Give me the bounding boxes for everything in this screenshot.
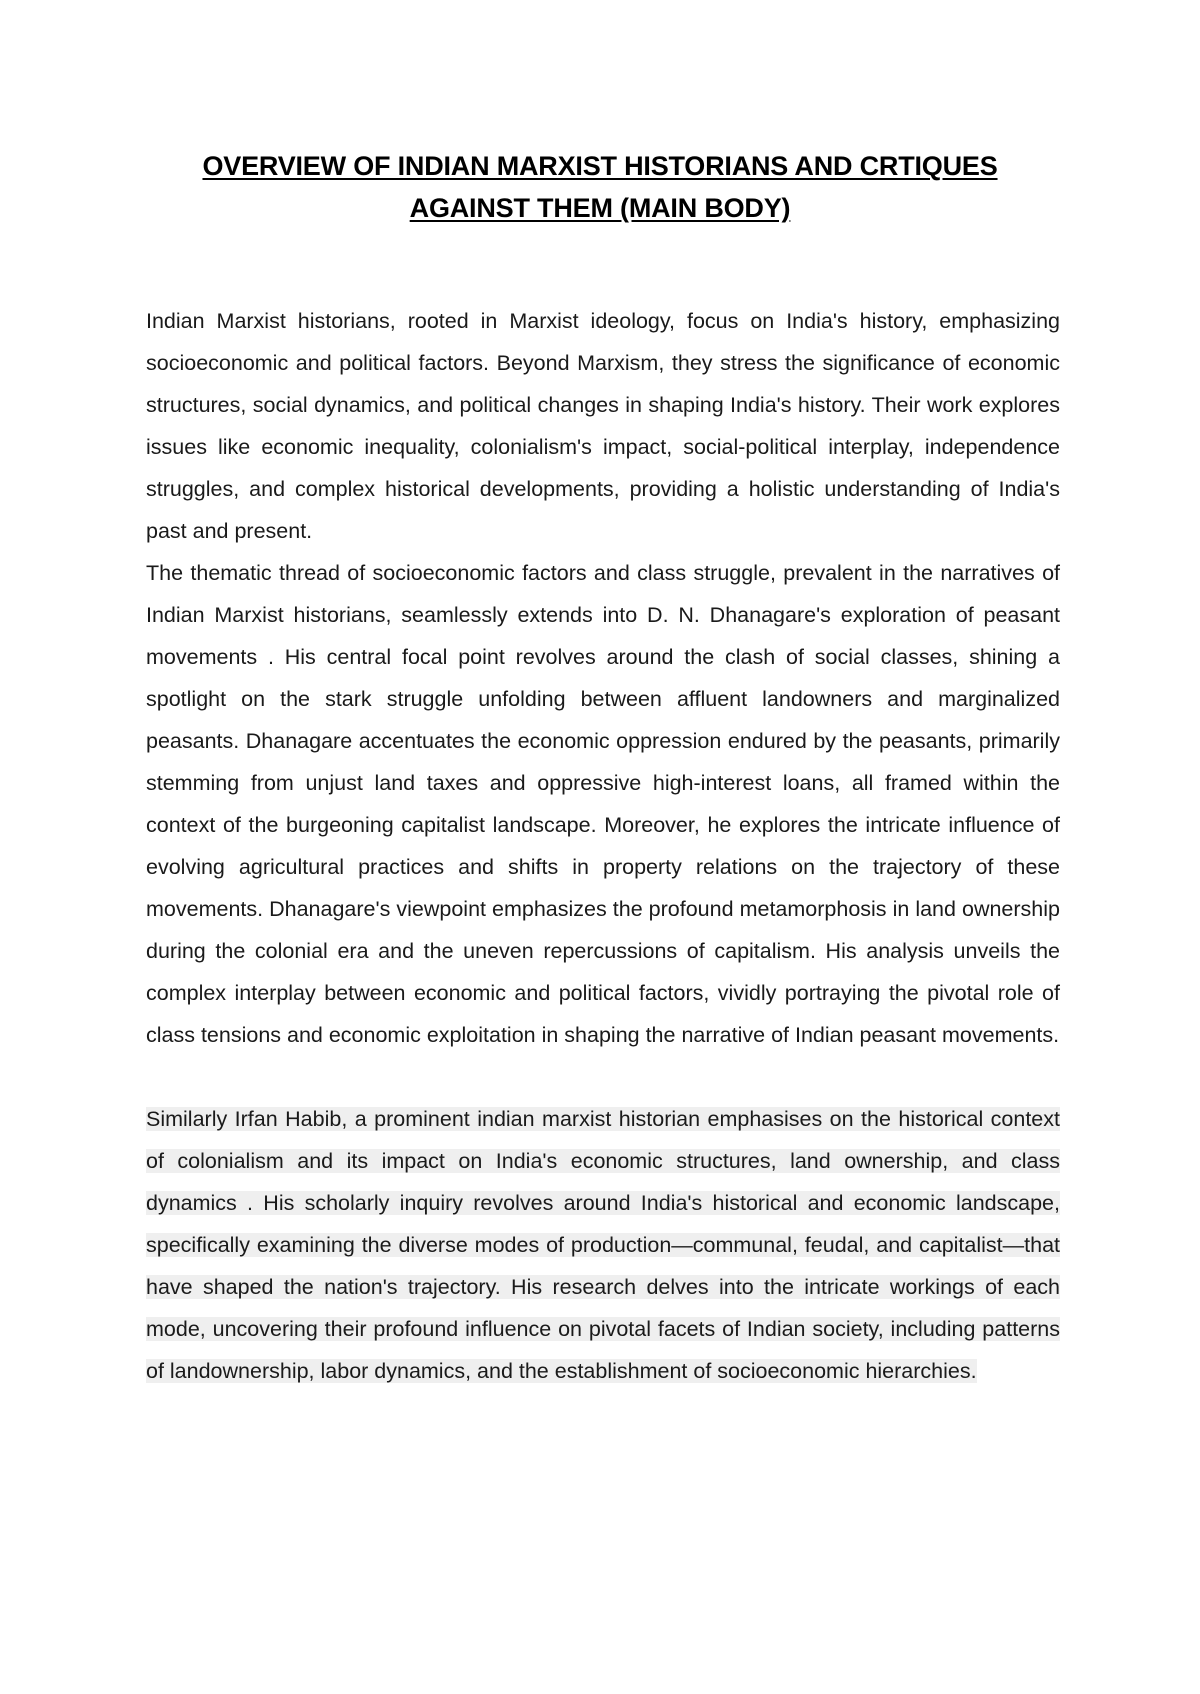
document-body: [146, 300, 1060, 1392]
paragraph-irfan-habib: [146, 1098, 1060, 1392]
document-title: OVERVIEW OF INDIAN MARXIST HISTORIANS AND CRTIQUES AGAINST THEM (MAIN BODY): [202, 151, 998, 223]
paragraph-dhanagare: The thematic thread of socioeconomic factors and class struggle, prevalent in the narratives of Indian Marxist historians, seamlessly extends into D. N. Dhanagare's exploration of peasant movements . His central focal point revolves around the clash of social classes, shining a spotlight on the stark struggle unfolding between affluent landowners and marginalized peasants. Dhanagare accentuates the economic oppression endured by the peasants, primarily stemming from unjust land taxes and oppressive high-interest loans, all framed within the context of the burgeoning capitalist landscape. Moreover, he explores the intricate influence of evolving agricultural practices and shifts in property relations on the trajectory of these movements. Dhanagare's viewpoint emphasizes the profound metamorphosis in land ownership during the colonial era and the uneven repercussions of capitalism. His analysis unveils the complex interplay between economic and political factors, vividly portraying the pivotal role of class tensions and economic exploitation in shaping the narrative of Indian peasant movements.: [146, 561, 1060, 1047]
paragraph-spacer: [146, 1056, 1060, 1098]
paragraph-intro: Indian Marxist historians, rooted in Marxist ideology, focus on India's history, emphasizing socioeconomic and political factors. Beyond Marxism, they stress the significance of economic structures, social dynamics, and political changes in shaping India's history. Their work explores issues like economic inequality, colonialism's impact, social-political interplay, independence struggles, and complex historical developments, providing a holistic understanding of India's past and present.: [146, 309, 1060, 543]
highlighted-text: Similarly Irfan Habib, a prominent indian marxist historian emphasises on the historical context of colonialism and its impact on India's economic structures, land ownership, and class dynamics . His scholarly inquiry revolves around India's historical and economic landscape, specifically examining the diverse modes of production—communal, feudal, and capitalist—that have shaped the nation's trajectory. His research delves into the intricate workings of each mode, uncovering their profound influence on pivotal facets of Indian society, including patterns of landownership, labor dynamics, and the establishment of socioeconomic hierarchies.: [146, 1107, 1060, 1383]
